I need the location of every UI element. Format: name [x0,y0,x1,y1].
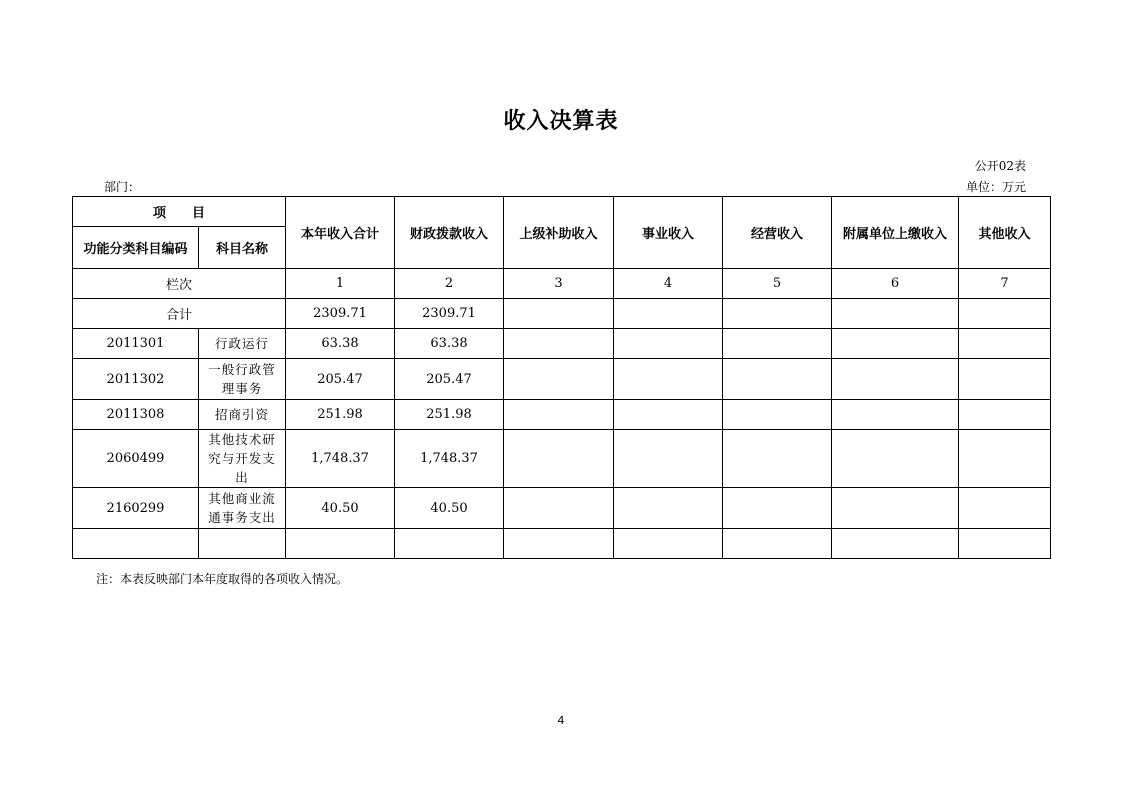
department-label: 部门： [104,180,141,194]
row-value [959,488,1051,529]
subject-code: 2011308 [73,400,199,430]
row-value [614,529,723,559]
row-value [832,488,959,529]
row-value [959,359,1051,400]
header-item: 项 目 [73,197,286,227]
total-value [959,299,1051,329]
row-value [832,359,959,400]
total-value [723,299,832,329]
row-value: 205.47 [286,359,395,400]
total-value [614,299,723,329]
column-index-number: 5 [723,269,832,299]
row-value: 40.50 [286,488,395,529]
row-value: 1,748.37 [286,430,395,488]
total-row [73,299,1051,329]
table-row [73,430,1051,488]
subject-code [73,529,199,559]
row-value: 251.98 [286,400,395,430]
column-index-label: 栏次 [73,269,286,299]
column-index-number: 1 [286,269,395,299]
row-value [504,359,614,400]
row-value [723,329,832,359]
row-value [832,400,959,430]
column-index-number: 4 [614,269,723,299]
header-col-3: 上级补助收入 [504,197,614,269]
header-col-4: 事业收入 [614,197,723,269]
row-value [504,430,614,488]
subject-name: 其他技术研究与开发支出 [199,430,286,488]
column-index-number: 2 [395,269,504,299]
subject-code: 2011301 [73,329,199,359]
row-value [959,400,1051,430]
row-value [959,329,1051,359]
subject-code: 2160299 [73,488,199,529]
row-value [723,529,832,559]
row-value [504,329,614,359]
row-value: 63.38 [395,329,504,359]
income-table [72,196,1051,559]
row-value [832,430,959,488]
total-value: 2309.71 [395,299,504,329]
row-value [504,488,614,529]
row-value [723,400,832,430]
unit-label: 单位：万元 [965,180,1026,194]
subject-code: 2060499 [73,430,199,488]
table-row-empty [73,529,1051,559]
total-value: 2309.71 [286,299,395,329]
form-number: 公开02表 [974,159,1026,173]
table-row [73,400,1051,430]
header-col-6: 附属单位上缴收入 [832,197,959,269]
table-row [73,329,1051,359]
row-value [286,529,395,559]
row-value: 40.50 [395,488,504,529]
row-value: 251.98 [395,400,504,430]
row-value [395,529,504,559]
total-label: 合计 [73,299,286,329]
row-value [614,359,723,400]
header-col-7: 其他收入 [959,197,1051,269]
column-index-number: 6 [832,269,959,299]
column-index-row [73,269,1051,299]
table-row [73,359,1051,400]
header-col-1: 本年收入合计 [286,197,395,269]
row-value [614,400,723,430]
row-value [614,488,723,529]
row-value [832,529,959,559]
column-index-number: 3 [504,269,614,299]
row-value [504,529,614,559]
header-col-5: 经营收入 [723,197,832,269]
page-number: 4 [557,714,565,727]
header-subject-name: 科目名称 [199,227,286,269]
subject-name: 一般行政管理事务 [199,359,286,400]
row-value [959,529,1051,559]
table-note: 注：本表反映部门本年度取得的各项收入情况。 [96,572,349,586]
header-func-code: 功能分类科目编码 [73,227,199,269]
subject-name: 行政运行 [199,329,286,359]
subject-name: 招商引资 [199,400,286,430]
row-value [614,430,723,488]
row-value: 63.38 [286,329,395,359]
row-value [504,400,614,430]
row-value: 205.47 [395,359,504,400]
subject-name [199,529,286,559]
total-value [832,299,959,329]
row-value [832,329,959,359]
total-value [504,299,614,329]
header-col-2: 财政拨款收入 [395,197,504,269]
subject-code: 2011302 [73,359,199,400]
row-value: 1,748.37 [395,430,504,488]
row-value [723,488,832,529]
table-row [73,488,1051,529]
row-value [723,430,832,488]
column-index-number: 7 [959,269,1051,299]
subject-name: 其他商业流通事务支出 [199,488,286,529]
row-value [614,329,723,359]
page-title: 收入决算表 [503,109,619,134]
row-value [959,430,1051,488]
row-value [723,359,832,400]
